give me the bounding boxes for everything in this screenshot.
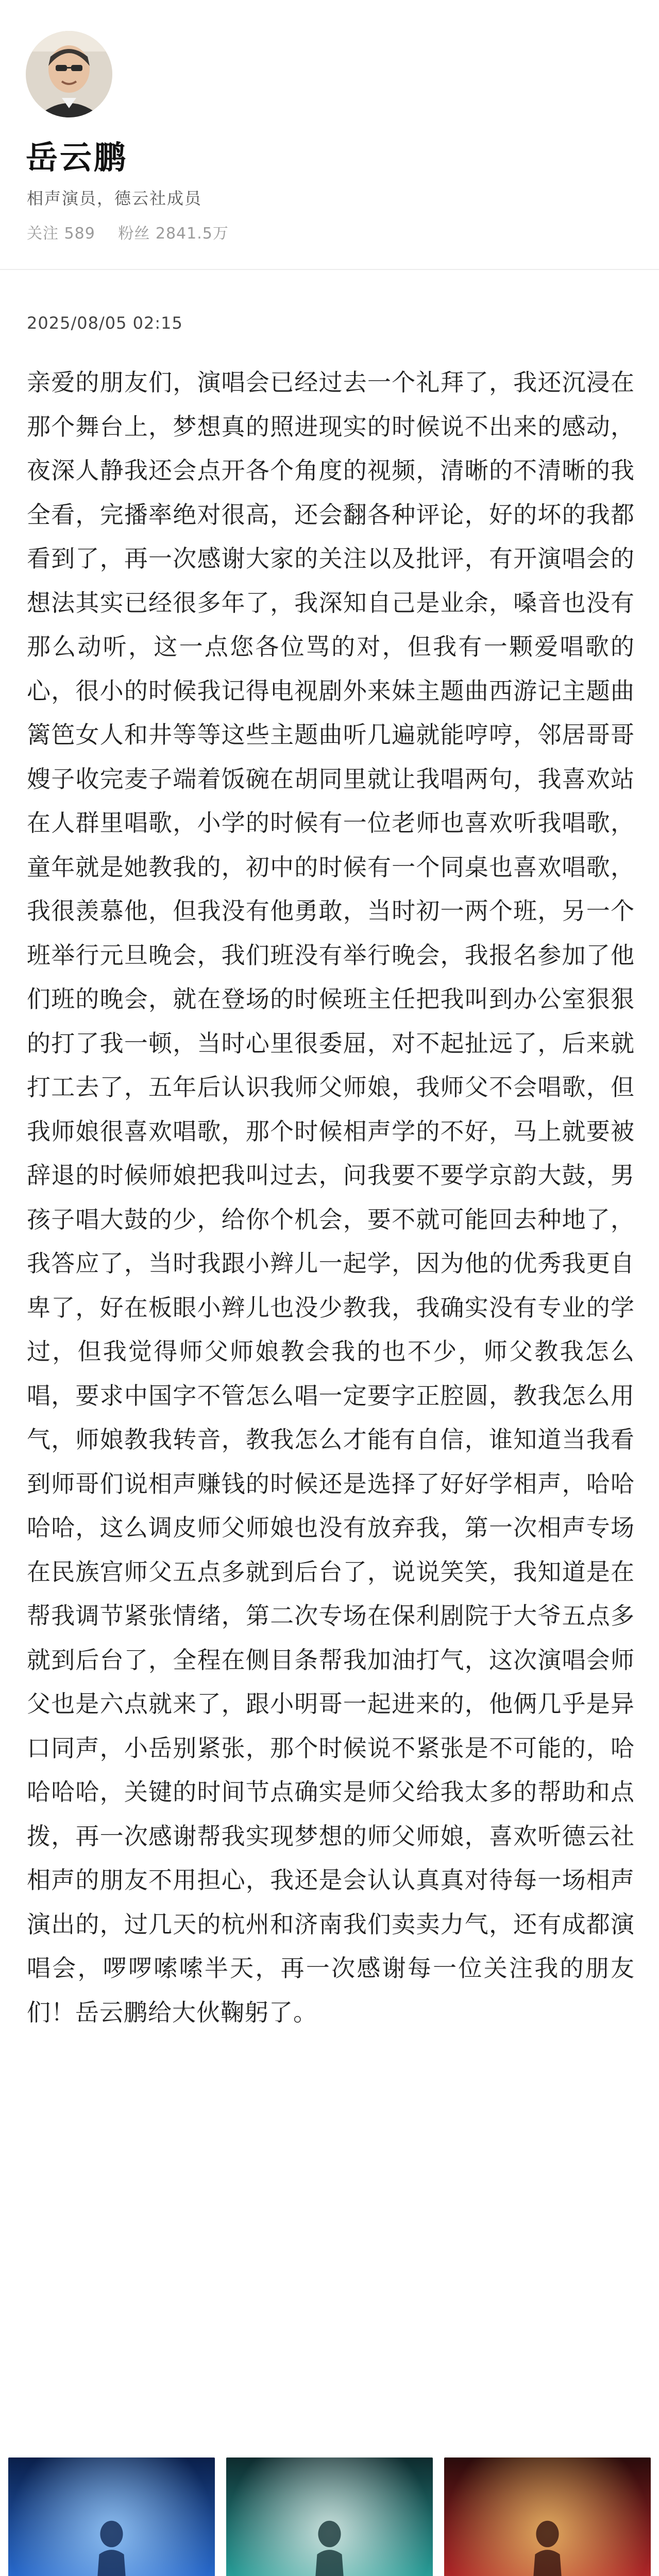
photo-concert-stage-blue-lights[interactable] bbox=[8, 2458, 215, 2576]
photo-concert-red-stage-performer[interactable] bbox=[444, 2458, 651, 2576]
photo-concert-teal-set[interactable] bbox=[226, 2458, 433, 2576]
avatar[interactable] bbox=[26, 31, 112, 117]
followers-count[interactable]: 粉丝 2841.5万 bbox=[118, 225, 229, 243]
profile-name[interactable]: 岳云鹏 bbox=[26, 139, 128, 176]
photo-image bbox=[226, 2458, 433, 2576]
post-text: 亲爱的朋友们，演唱会已经过去一个礼拜了，我还沉浸在那个舞台上，梦想真的照进现实的时候说不出来的感动，夜深人静我还会点开各个角度的视频，清晰的不清晰的我全看，完播率绝对很高，还会翻各种评论，好的坏的我都看到了，再一次感谢大家的关注以及批评，有开演唱会的想法其实已经很多年了，我深知自己是业余，嗓音也没有那么动听，这一点您各位骂的对，但我有一颗爱唱歌的心，很小的时候我记得电视剧外来妹主题曲西游记主题曲篱笆女人和井等等这些主题曲听几遍就能哼哼，邻居哥哥嫂子收完麦子端着饭碗在胡同里就让我唱两句，我喜欢站在人群里唱歌，小学的时候有一位老师也喜欢听我唱歌，童年就是她教我的，初中的时候有一个同桌也喜欢唱歌，我很羡慕他，但我没有他勇敢，当时初一两个班，另一个班举行元旦晚会，我们班没有举行晚会，我报名参加了他们班的晚会，就在登场的时候班主任把我叫到办公室狠狠的打了我一顿，当时心里很委屈，对不起扯远了，后来就打工去了，五年后认识我师父师娘，我师父不会唱歌，但我师娘很喜欢唱歌，那个时候相声学的不好，马上就要被辞退的时候师娘把我叫过去，问我要不要学京韵大鼓，男孩子唱大鼓的少，给你个机会，要不就可能回去种地了，我答应了，当时我跟小辫儿一起学，因为他的优秀我更自卑了，好在板眼小辫儿也没少教我，我确实没有专业的学过，但我觉得师父师娘教会我的也不少，师父教我怎么唱，要求中国字不管怎么唱一定要字正腔圆，教我怎么用气，师娘教我转音，教我怎么才能有自信，谁知道当我看到师哥们说相声赚钱的时候还是选择了好好学相声，哈哈哈哈，这么调皮师父师娘也没有放弃我，第一次相声专场在民族宫师父五点多就到后台了，说说笑笑，我知道是在帮我调节紧张情绪，第二次专场在保利剧院于大爷五点多就到后台了，全程在侧目条帮我加油打气，这次演唱会师父也是六点就来了，跟小明哥一起进来的，他俩几乎是异口同声，小岳别紧张，那个时候说不紧张是不可能的，哈哈哈哈，关键的时间节点确实是师父给我太多的帮助和点拨，再一次感谢帮我实现梦想的师父师娘，喜欢听德云社相声的朋友不用担心，我还是会认认真真对待每一场相声演出的，过几天的杭州和济南我们卖卖力气，还有成都演唱会，啰啰嗦嗦半天，再一次感谢每一位关注我的朋友们！岳云鹏给大伙鞠躬了。 bbox=[27, 368, 635, 2026]
post-date: 2025/08/05 02:15 bbox=[27, 313, 183, 333]
photo-image bbox=[8, 2458, 215, 2576]
following-count[interactable]: 关注 589 bbox=[27, 225, 95, 243]
header-divider bbox=[0, 269, 659, 270]
profile-stats bbox=[27, 221, 246, 243]
photo-grid bbox=[8, 2458, 651, 2576]
avatar-image bbox=[26, 31, 112, 117]
photo-image bbox=[444, 2458, 651, 2576]
profile-subtitle: 相声演员，德云社成员 bbox=[27, 189, 202, 208]
